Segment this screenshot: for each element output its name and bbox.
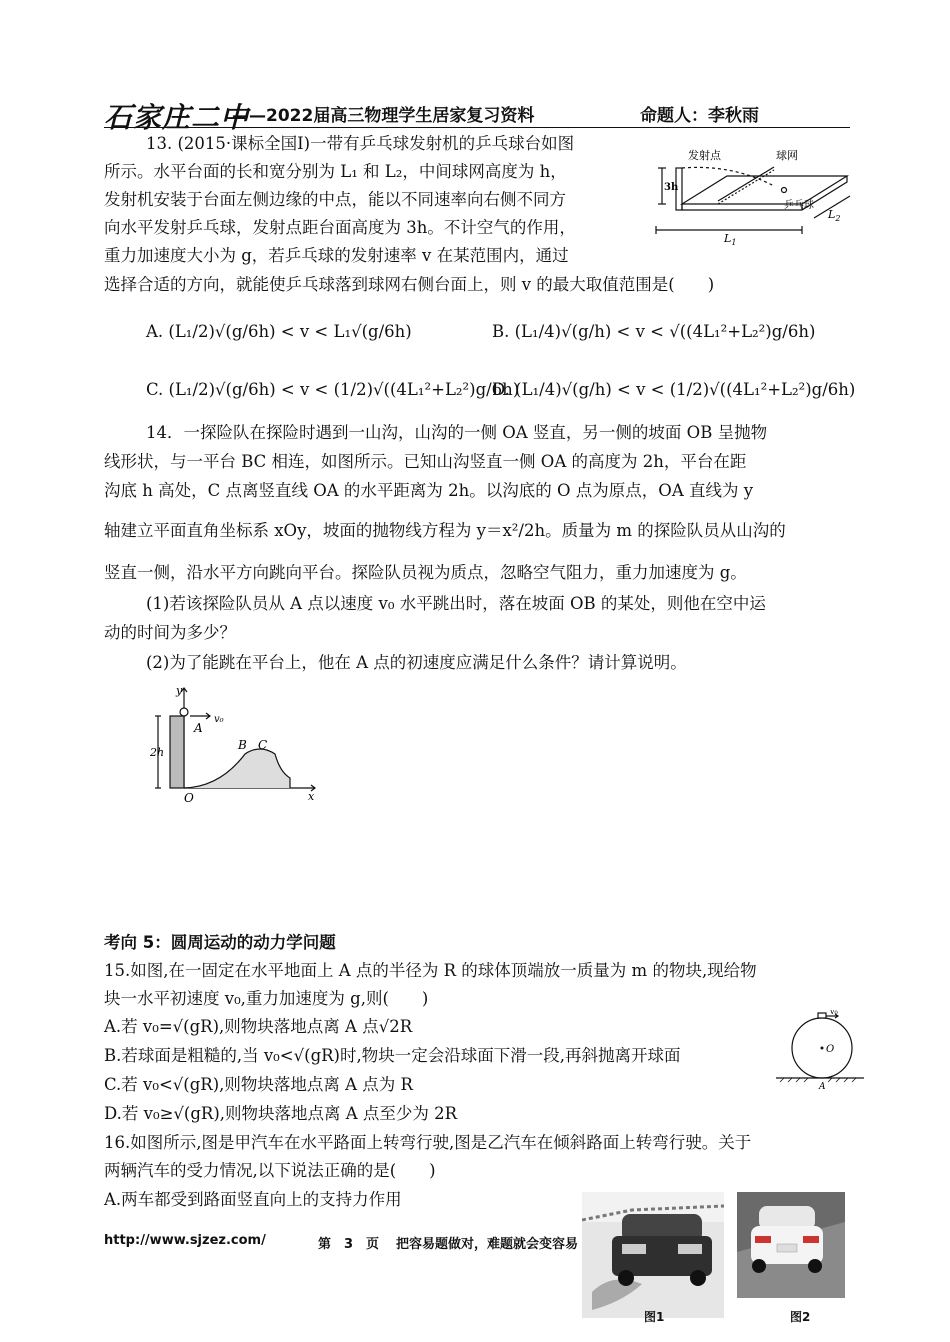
q15-option-c: C.若 v₀<√(gR),则物块落地点离 A 点为 R	[104, 1075, 413, 1094]
q15-line-2: 块一水平初速度 v₀,重力加速度为 g,则( )	[104, 989, 429, 1008]
q14-line-3: 沟底 h 高处，C 点离竖直线 OA 的水平距离为 2h。以沟底的 O 点为原点，OA 直线为 y	[104, 481, 754, 500]
car-photo-1	[582, 1192, 724, 1318]
net-label: 球网	[776, 149, 798, 162]
point-b-label: B	[238, 738, 247, 752]
q15-option-b: B.若球面是粗糙的,当 v₀<√(gR)时,物块一定会沿球面下滑一段,再斜抛离开球面	[104, 1046, 681, 1065]
ravine-figure	[150, 682, 330, 804]
q14-line-8: (2)为了能跳在平台上，他在 A 点的初速度应满足什么条件？请计算说明。	[146, 653, 687, 672]
q14-line-1: 14．一探险队在探险时遇到一山沟，山沟的一侧 OA 竖直，另一侧的坡面 OB 呈抛物	[146, 423, 768, 442]
point-c-label: C	[258, 738, 268, 752]
point-a-label: A	[194, 721, 203, 735]
q13-option-a: A. (L₁/2)√(g/6h) < v < L₁√(g/6h)	[146, 322, 412, 341]
footer-page-number: 第 3 页	[318, 1237, 380, 1252]
y-axis-label: y	[176, 684, 183, 697]
q13-option-d: D. (L₁/4)√(g/h) < v < (1/2)√((4L₁²+L₂²)g/6h)	[492, 380, 856, 399]
q15-option-d: D.若 v₀≥√(gR),则物块落地点离 A 点至少为 2R	[104, 1104, 458, 1123]
v0-label: v₀	[214, 714, 224, 725]
width-l2-label: $L_2$	[828, 208, 841, 223]
q16-line-2: 两辆汽车的受力情况,以下说法正确的是( )	[104, 1161, 436, 1180]
q14-line-7: 动的时间为多少？	[104, 623, 236, 642]
q16-line-1: 16.如图所示,图是甲汽车在水平路面上转弯行驶,图是乙汽车在倾斜路面上转弯行驶。关于	[104, 1133, 752, 1152]
q13-line-6: 选择合适的方向，就能使乒乓球落到球网右侧台面上，则 v 的最大取值范围是( )	[104, 275, 715, 294]
sphere-point-a-label: A	[819, 1082, 826, 1090]
q13-option-c: C. (L₁/2)√(g/6h) < v < (1/2)√((4L₁²+L₂²)g/6h)	[146, 380, 520, 399]
section-5-title: 考向 5：圆周运动的动力学问题	[104, 933, 336, 952]
figure-2-caption: 图2	[790, 1310, 811, 1324]
q13-option-b: B. (L₁/4)√(g/h) < v < √((4L₁²+L₂²)g/6h)	[492, 322, 816, 341]
car-photo-2	[737, 1192, 845, 1298]
q13-line-4: 向水平发射乒乓球，发射点距台面高度为 3h。不计空气的作用，	[104, 218, 576, 237]
x-axis-label: x	[308, 790, 315, 803]
q15-line-1: 15.如图,在一固定在水平地面上 A 点的半径为 R 的球体顶端放一质量为 m 的物块,现给物	[104, 961, 757, 980]
height-3h-label: 3h	[664, 182, 679, 193]
launch-point-label: 发射点	[688, 149, 721, 162]
footer-motto: 把容易题做对，难题就会变容易	[396, 1237, 579, 1252]
sphere-center-label: O	[826, 1044, 835, 1055]
q13-line-1: 13. (2015·课标全国Ⅰ)一带有乒乓球发射机的乒乓球台如图	[146, 134, 575, 153]
q14-line-6: (1)若该探险队员从 A 点以速度 v₀ 水平跳出时，落在坡面 OB 的某处，则他在空中运	[146, 594, 766, 613]
sphere-figure	[772, 1010, 868, 1090]
q13-line-5: 重力加速度大小为 g，若乒乓球的发射速率 v 在某范围内，通过	[104, 246, 569, 265]
length-l1-label: $L_1$	[724, 232, 737, 246]
document-title: ——2022届高三物理学生居家复习资料	[232, 106, 535, 126]
q14-line-5: 竖直一侧，沿水平方向跳向平台。探险队员视为质点，忽略空气阻力，重力加速度为 g。	[104, 563, 747, 582]
ball-label: 乒乓球	[784, 200, 814, 211]
q13-line-2: 所示。水平台面的长和宽分别为 L₁ 和 L₂，中间球网高度为 h，	[104, 162, 567, 181]
q13-line-3: 发射机安装于台面左侧边缘的中点，能以不同速率向右侧不同方	[104, 190, 566, 209]
q14-line-4: 轴建立平面直角坐标系 xOy，坡面的抛物线方程为 y＝x²/2h。质量为 m 的探险队员从山沟的	[104, 521, 786, 540]
school-logo-text: 石家庄二中	[104, 101, 250, 134]
ping-pong-table-figure	[652, 146, 852, 246]
sphere-v0-label: v₀	[830, 1010, 838, 1016]
q14-line-2: 线形状，与一平台 BC 相连，如图所示。已知山沟竖直一侧 OA 的高度为 2h，平台在距	[104, 452, 747, 471]
footer-url[interactable]: http://www.sjzez.com/	[104, 1233, 266, 1248]
q16-option-a: A.两车都受到路面竖直向上的支持力作用	[104, 1190, 402, 1209]
origin-o-label: O	[184, 791, 194, 804]
header-rule	[104, 127, 850, 128]
figure-1-caption: 图1	[644, 1310, 665, 1324]
height-2h-label: 2h	[150, 746, 165, 759]
q15-option-a: A.若 v₀=√(gR),则物块落地点离 A 点√2R	[104, 1017, 413, 1036]
author-label: 命题人：李秋雨	[640, 106, 759, 126]
